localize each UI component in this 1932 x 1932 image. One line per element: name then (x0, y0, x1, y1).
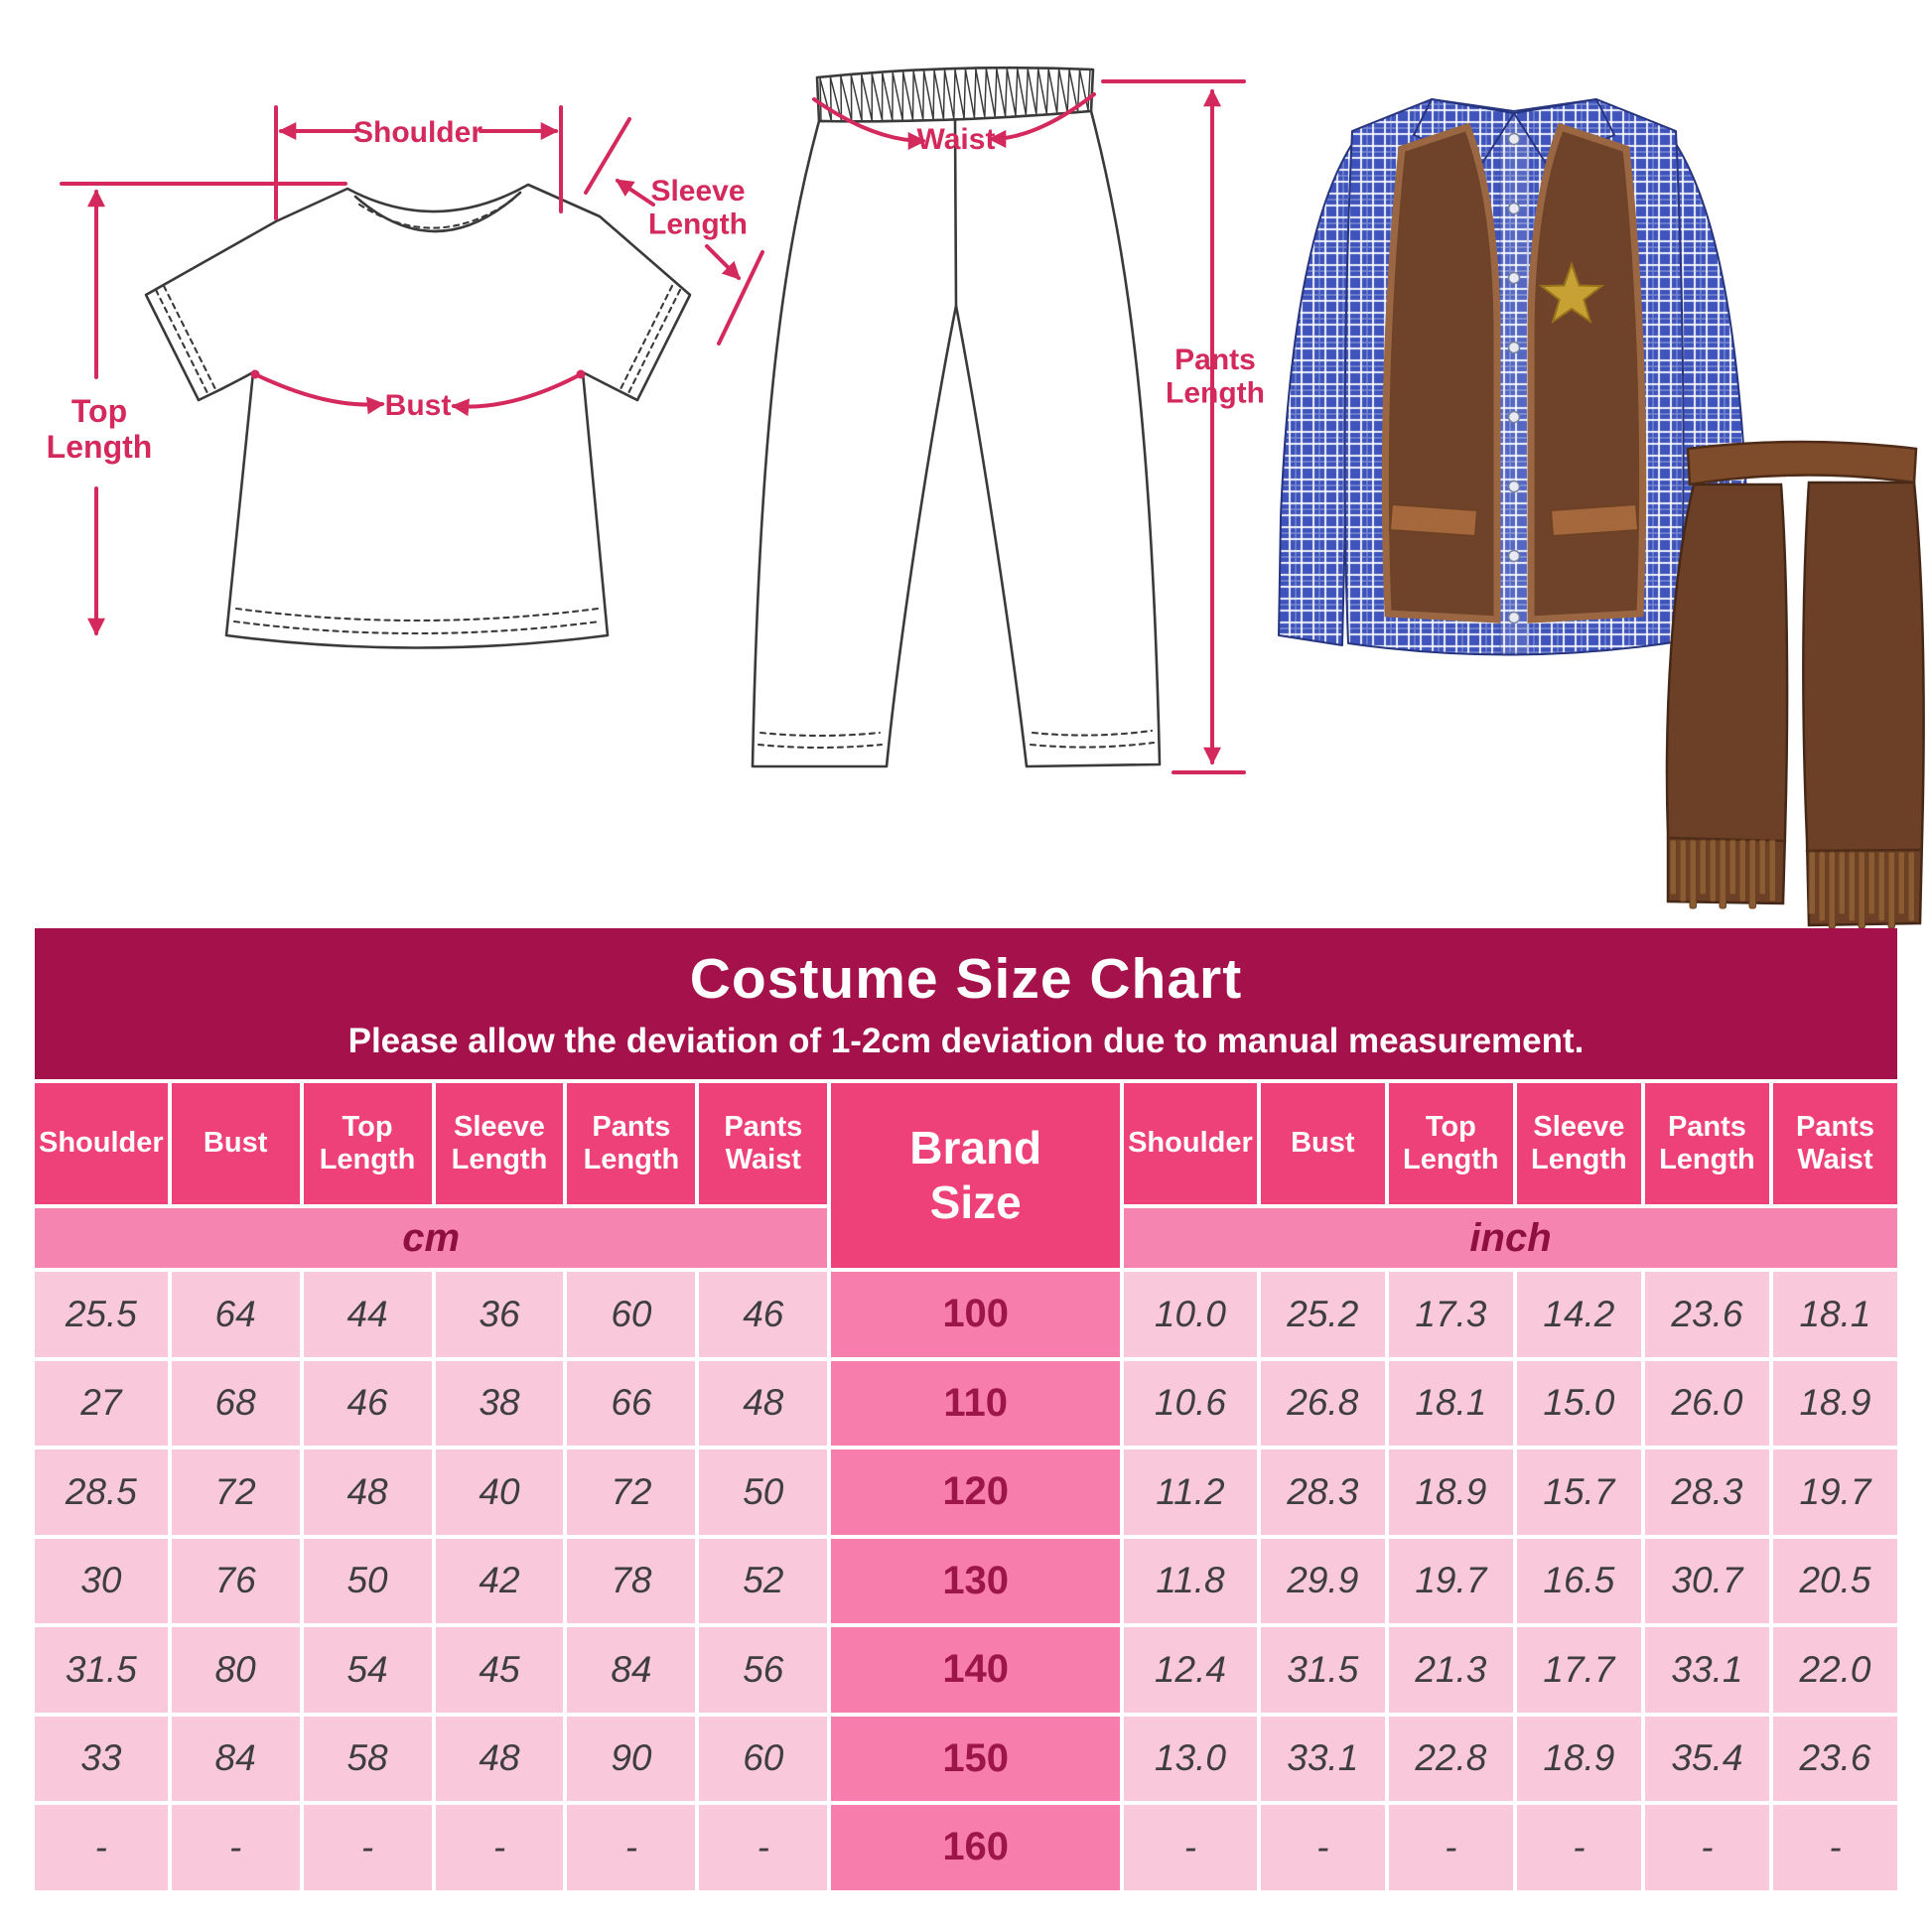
col-header-inch-2: Bust (1261, 1083, 1385, 1204)
inch-value-r7-c5: - (1645, 1805, 1769, 1890)
cm-value-r1-c1: 25.5 (35, 1272, 168, 1357)
cm-value-r4-c5: 78 (567, 1539, 695, 1624)
cm-value-r2-c2: 68 (172, 1361, 300, 1447)
inch-value-r3-c1: 11.2 (1124, 1449, 1257, 1535)
inch-value-r4-c5: 30.7 (1645, 1539, 1769, 1624)
cm-value-r5-c4: 45 (436, 1627, 564, 1713)
inch-value-r7-c6: - (1773, 1805, 1897, 1890)
shoulder-measure-label: Shoulder (352, 116, 483, 149)
brand-size-value-4: 130 (831, 1539, 1120, 1624)
inch-value-r7-c3: - (1389, 1805, 1513, 1890)
inch-value-r2-c1: 10.6 (1124, 1361, 1257, 1447)
cm-value-r5-c5: 84 (567, 1627, 695, 1713)
unit-inch: inch (1124, 1208, 1897, 1268)
cm-value-r4-c3: 50 (304, 1539, 432, 1624)
col-header-inch-6: Pants Waist (1773, 1083, 1897, 1204)
cm-value-r6-c3: 58 (304, 1717, 432, 1802)
inch-value-r4-c3: 19.7 (1389, 1539, 1513, 1624)
inch-value-r6-c4: 18.9 (1517, 1717, 1641, 1802)
inch-value-r3-c4: 15.7 (1517, 1449, 1641, 1535)
size-table (35, 1083, 1897, 1890)
inch-value-r4-c6: 20.5 (1773, 1539, 1897, 1624)
inch-value-r1-c1: 10.0 (1124, 1272, 1257, 1357)
inch-value-r3-c6: 19.7 (1773, 1449, 1897, 1535)
cm-value-r3-c4: 40 (436, 1449, 564, 1535)
shirt-placket (1500, 111, 1528, 652)
bust-label: Bust (384, 389, 452, 422)
cm-value-r1-c5: 60 (567, 1272, 695, 1357)
col-header-inch-3: Top Length (1389, 1083, 1513, 1204)
col-header-cm-4: Sleeve Length (436, 1083, 564, 1204)
cm-value-r7-c2: - (172, 1805, 300, 1890)
cm-value-r6-c5: 90 (567, 1717, 695, 1802)
sleeve-arrow-lower (707, 246, 739, 278)
brand-size-value-6: 150 (831, 1717, 1120, 1802)
inch-value-r5-c1: 12.4 (1124, 1627, 1257, 1713)
inch-value-r5-c3: 21.3 (1389, 1627, 1513, 1713)
cm-value-r4-c6: 52 (699, 1539, 827, 1624)
brand-size-value-3: 120 (831, 1449, 1120, 1535)
brand-size-value-1: 100 (831, 1272, 1120, 1357)
cm-value-r5-c1: 31.5 (35, 1627, 168, 1713)
inch-value-r2-c2: 26.8 (1261, 1361, 1385, 1447)
cm-value-r2-c3: 46 (304, 1361, 432, 1447)
cm-value-r4-c2: 76 (172, 1539, 300, 1624)
cm-value-r7-c6: - (699, 1805, 827, 1890)
chaps-belt (1688, 442, 1916, 484)
inch-value-r2-c4: 15.0 (1517, 1361, 1641, 1447)
size-chart-title: Costume Size Chart (689, 947, 1243, 1011)
cm-value-r6-c6: 60 (699, 1717, 827, 1802)
cm-value-r3-c2: 72 (172, 1449, 300, 1535)
inch-value-r6-c5: 35.4 (1645, 1717, 1769, 1802)
brand-size-value-5: 140 (831, 1627, 1120, 1713)
cm-value-r7-c4: - (436, 1805, 564, 1890)
brand-size-header: Brand Size (831, 1083, 1120, 1268)
cm-value-r5-c3: 54 (304, 1627, 432, 1713)
cm-value-r2-c6: 48 (699, 1361, 827, 1447)
col-header-inch-5: Pants Length (1645, 1083, 1769, 1204)
vest-right-pocket (1551, 504, 1638, 536)
cm-value-r6-c1: 33 (35, 1717, 168, 1802)
cm-value-r1-c3: 44 (304, 1272, 432, 1357)
cm-value-r3-c1: 28.5 (35, 1449, 168, 1535)
inch-value-r6-c1: 13.0 (1124, 1717, 1257, 1802)
measurement-diagrams (0, 0, 1932, 928)
size-chart-header (35, 928, 1897, 1079)
cm-value-r7-c1: - (35, 1805, 168, 1890)
inch-value-r1-c4: 14.2 (1517, 1272, 1641, 1357)
col-header-cm-6: Pants Waist (699, 1083, 827, 1204)
cm-value-r3-c3: 48 (304, 1449, 432, 1535)
cm-value-r4-c1: 30 (35, 1539, 168, 1624)
vest-left-panel (1385, 127, 1497, 620)
cm-value-r6-c2: 84 (172, 1717, 300, 1802)
inch-value-r2-c6: 18.9 (1773, 1361, 1897, 1447)
col-header-cm-2: Bust (172, 1083, 300, 1204)
cm-value-r2-c5: 66 (567, 1361, 695, 1447)
unit-cm: cm (35, 1208, 827, 1268)
inch-value-r4-c2: 29.9 (1261, 1539, 1385, 1624)
brand-size-value-7: 160 (831, 1805, 1120, 1890)
cm-value-r4-c4: 42 (436, 1539, 564, 1624)
inch-value-r3-c5: 28.3 (1645, 1449, 1769, 1535)
inch-value-r7-c4: - (1517, 1805, 1641, 1890)
inch-value-r7-c2: - (1261, 1805, 1385, 1890)
inch-value-r6-c6: 23.6 (1773, 1717, 1897, 1802)
cm-value-r1-c2: 64 (172, 1272, 300, 1357)
inch-value-r6-c3: 22.8 (1389, 1717, 1513, 1802)
inch-value-r1-c3: 17.3 (1389, 1272, 1513, 1357)
inch-value-r1-c5: 23.6 (1645, 1272, 1769, 1357)
cm-value-r7-c5: - (567, 1805, 695, 1890)
inch-value-r5-c2: 31.5 (1261, 1627, 1385, 1713)
cm-value-r2-c1: 27 (35, 1361, 168, 1447)
inch-value-r3-c3: 18.9 (1389, 1449, 1513, 1535)
cm-value-r2-c4: 38 (436, 1361, 564, 1447)
col-header-cm-3: Top Length (304, 1083, 432, 1204)
inch-value-r4-c1: 11.8 (1124, 1539, 1257, 1624)
inch-value-r3-c2: 28.3 (1261, 1449, 1385, 1535)
brand-size-value-2: 110 (831, 1361, 1120, 1447)
inch-value-r1-c2: 25.2 (1261, 1272, 1385, 1357)
sleeve-arrow-upper (618, 181, 653, 205)
inch-value-r7-c1: - (1124, 1805, 1257, 1890)
inch-value-r5-c5: 33.1 (1645, 1627, 1769, 1713)
inch-value-r5-c6: 22.0 (1773, 1627, 1897, 1713)
cm-value-r1-c6: 46 (699, 1272, 827, 1357)
sleeve-tick-upper (586, 119, 629, 193)
col-header-cm-1: Shoulder (35, 1083, 168, 1204)
col-header-cm-5: Pants Length (567, 1083, 695, 1204)
top-length-label: Top Length (46, 393, 153, 465)
vest-left-pocket (1390, 504, 1477, 536)
cm-value-r3-c6: 50 (699, 1449, 827, 1535)
costume-photo (1279, 99, 1924, 928)
inch-value-r4-c4: 16.5 (1517, 1539, 1641, 1624)
waist-label: Waist (916, 123, 996, 156)
size-chart-subtitle: Please allow the deviation of 1-2cm deviation due to manual measurement. (347, 1022, 1585, 1060)
cm-value-r1-c4: 36 (436, 1272, 564, 1357)
vest-right-panel (1531, 127, 1643, 620)
cm-value-r7-c3: - (304, 1805, 432, 1890)
inch-value-r2-c5: 26.0 (1645, 1361, 1769, 1447)
inch-value-r6-c2: 33.1 (1261, 1717, 1385, 1802)
pants-length-label: Pants Length (1166, 344, 1265, 410)
col-header-inch-1: Shoulder (1124, 1083, 1257, 1204)
cm-value-r6-c4: 48 (436, 1717, 564, 1802)
cm-value-r3-c5: 72 (567, 1449, 695, 1535)
col-header-inch-4: Sleeve Length (1517, 1083, 1641, 1204)
sleeve-length-label: Sleeve Length (648, 175, 748, 241)
tshirt-diagram (47, 107, 762, 648)
pants-diagram (753, 68, 1265, 772)
cm-value-r5-c2: 80 (172, 1627, 300, 1713)
cm-value-r5-c6: 56 (699, 1627, 827, 1713)
inch-value-r2-c3: 18.1 (1389, 1361, 1513, 1447)
inch-value-r1-c6: 18.1 (1773, 1272, 1897, 1357)
inch-value-r5-c4: 17.7 (1517, 1627, 1641, 1713)
